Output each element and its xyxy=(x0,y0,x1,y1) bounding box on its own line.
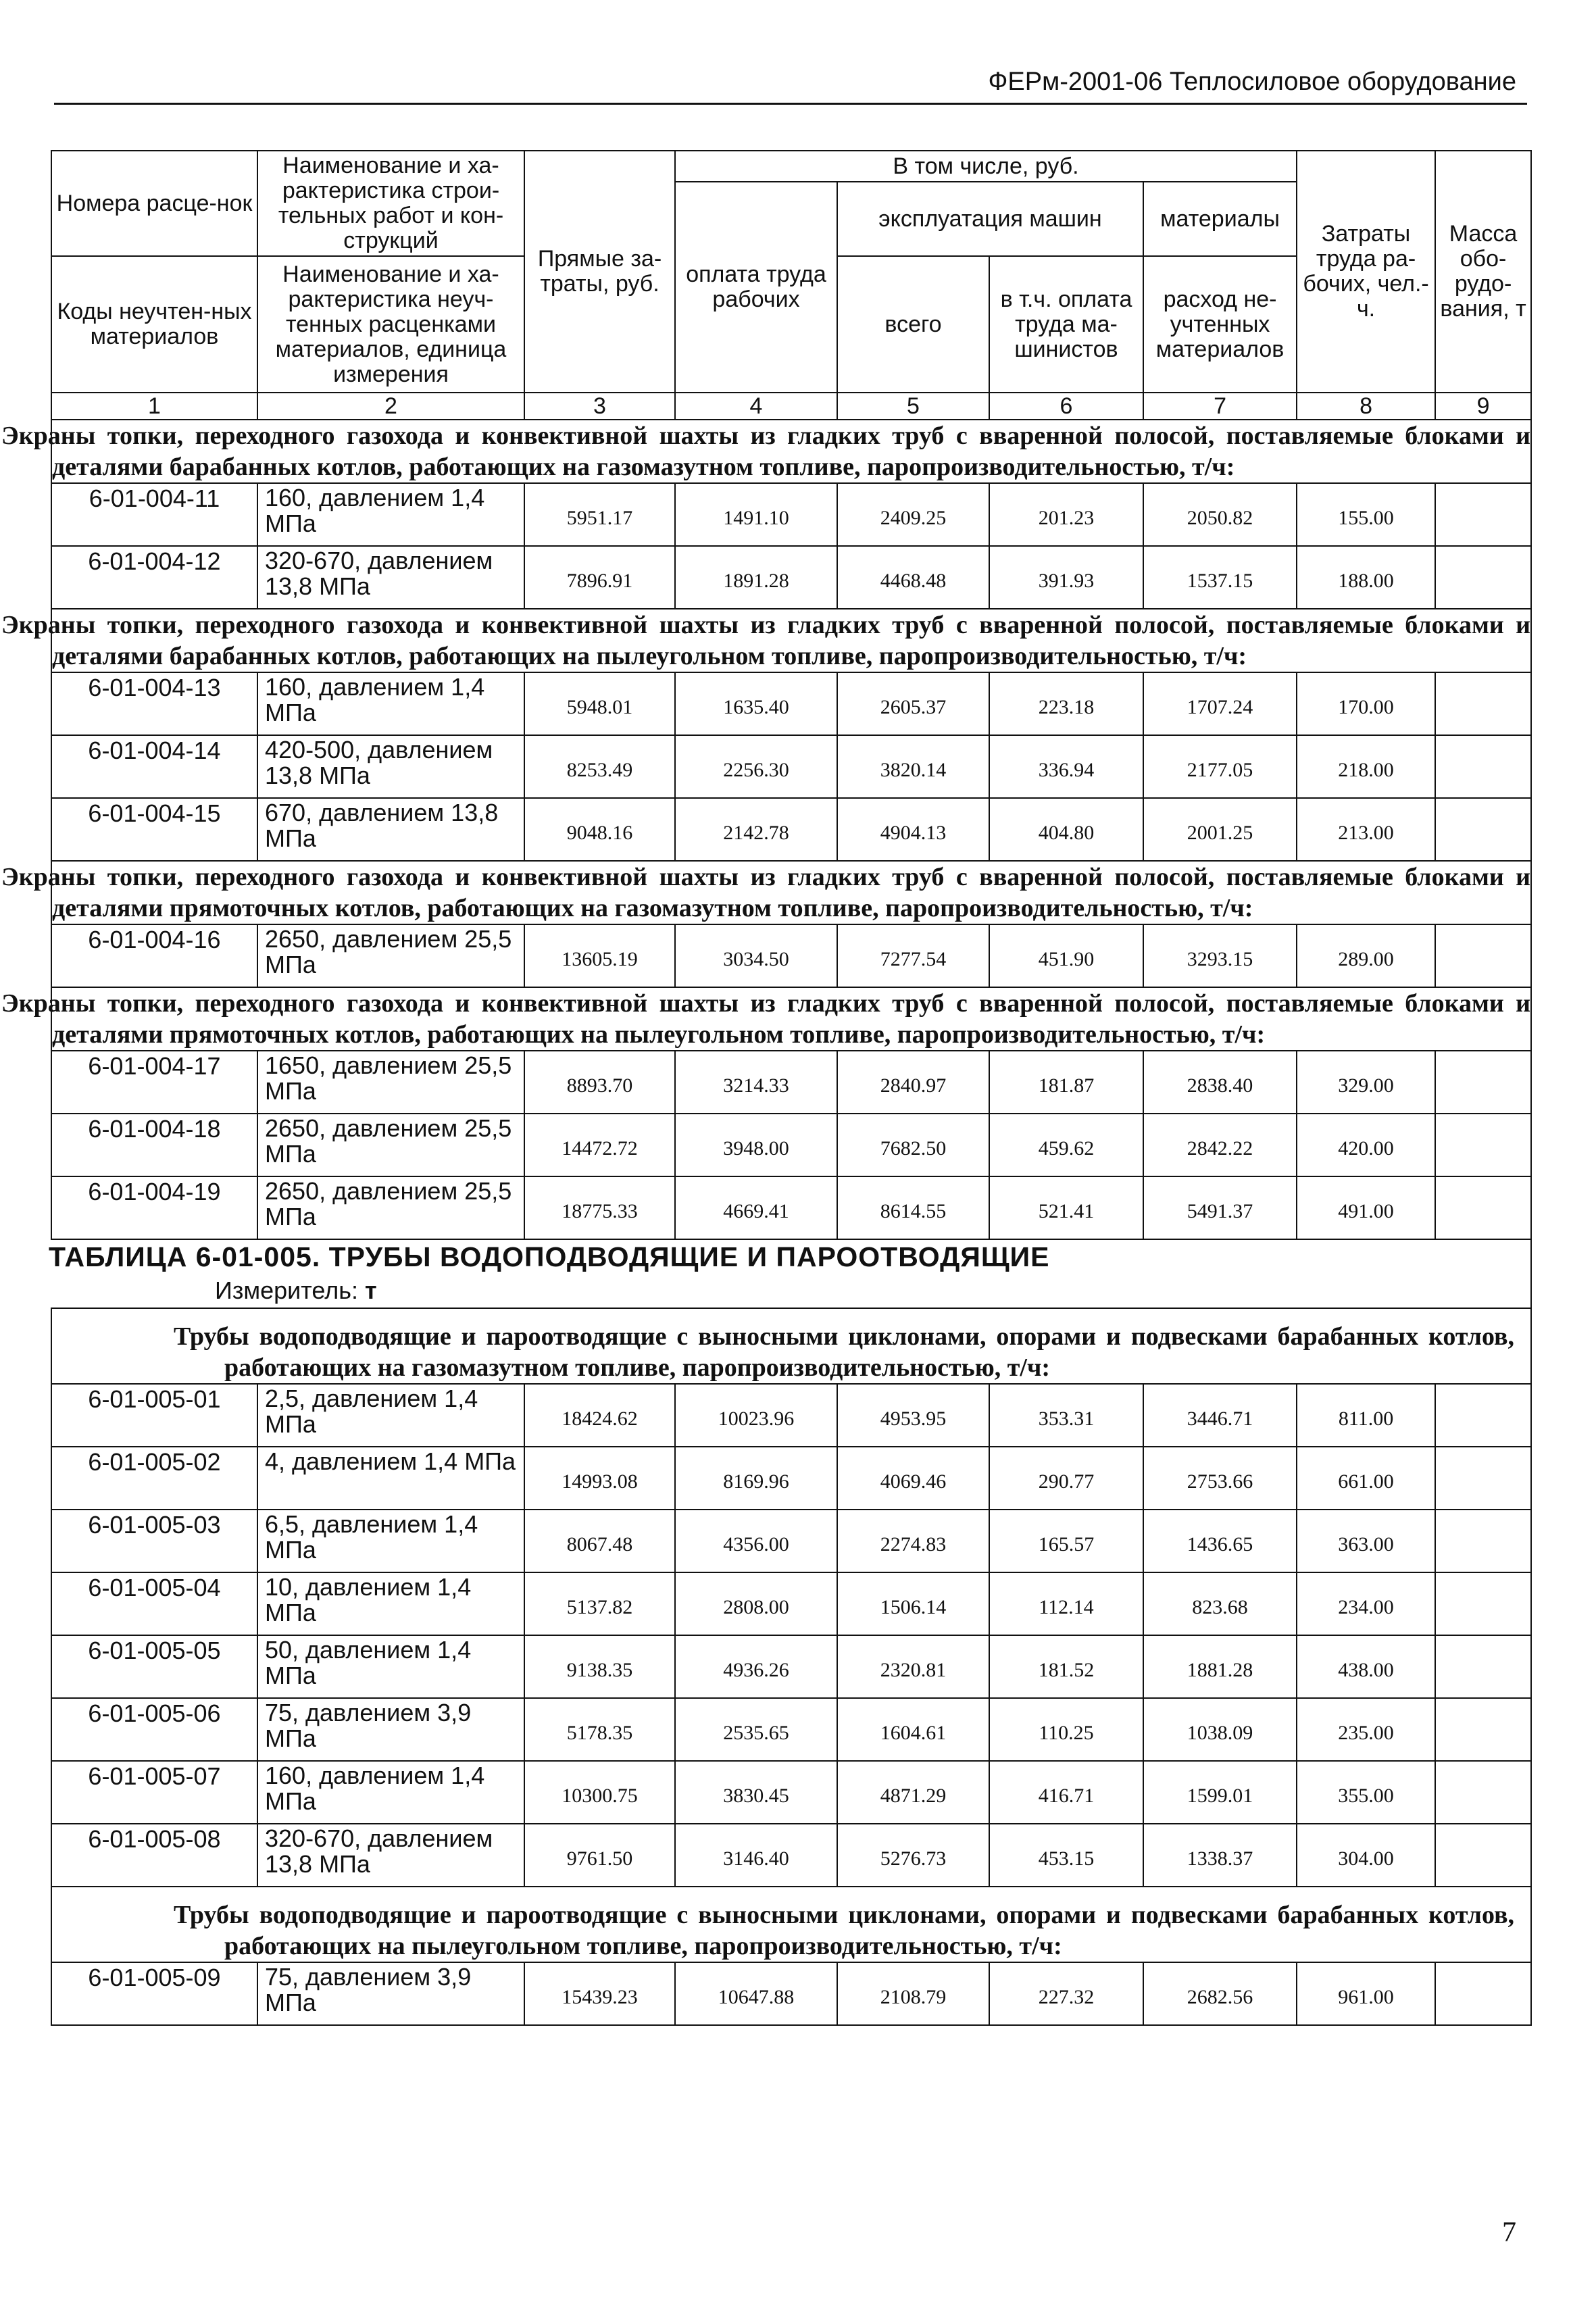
table-row xyxy=(51,1447,1531,1510)
value-direct: 5178.35 xyxy=(524,1698,675,1761)
rate-code: 6-01-004-16 xyxy=(51,924,257,987)
value-labor: 2808.00 xyxy=(675,1572,837,1635)
value-materials: 1599.01 xyxy=(1143,1761,1297,1824)
table-title-cell xyxy=(51,1239,1531,1308)
value-labor: 3214.33 xyxy=(675,1051,837,1114)
header-materials: материалы xyxy=(1143,182,1297,256)
value-direct: 5948.01 xyxy=(524,672,675,735)
rate-name: 75, давлением 3,9 МПа xyxy=(257,1698,524,1761)
value-direct: 14993.08 xyxy=(524,1447,675,1510)
table-row xyxy=(51,672,1531,735)
section-heading-row xyxy=(51,987,1531,1051)
table-title: ТАБЛИЦА 6-01-005. ТРУБЫ ВОДОПОДВОДЯЩИЕ И ПАРООТВОДЯЩИЕ xyxy=(49,1241,1050,1272)
value-machines: 2274.83 xyxy=(837,1510,989,1572)
rate-code: 6-01-005-02 xyxy=(51,1447,257,1510)
table-row xyxy=(51,1761,1531,1824)
value-materials: 1038.09 xyxy=(1143,1698,1297,1761)
header-rule xyxy=(54,103,1527,105)
column-number: 3 xyxy=(524,393,675,420)
value-machinist: 416.71 xyxy=(989,1761,1143,1824)
value-materials: 1881.28 xyxy=(1143,1635,1297,1698)
value-machines: 2840.97 xyxy=(837,1051,989,1114)
rate-name: 2650, давлением 25,5 МПа xyxy=(257,1114,524,1176)
value-materials: 1537.15 xyxy=(1143,546,1297,609)
value-labor: 10023.96 xyxy=(675,1384,837,1447)
column-number: 2 xyxy=(257,393,524,420)
table-row xyxy=(51,546,1531,609)
rate-name: 10, давлением 1,4 МПа xyxy=(257,1572,524,1635)
header-machines-total: всего xyxy=(837,256,989,393)
value-machines: 4468.48 xyxy=(837,546,989,609)
value-materials: 2842.22 xyxy=(1143,1114,1297,1176)
value-hours: 491.00 xyxy=(1297,1176,1435,1239)
value-materials: 5491.37 xyxy=(1143,1176,1297,1239)
value-machinist: 336.94 xyxy=(989,735,1143,798)
rate-code: 6-01-005-06 xyxy=(51,1698,257,1761)
rate-code: 6-01-005-03 xyxy=(51,1510,257,1572)
value-machines: 2108.79 xyxy=(837,1962,989,2025)
value-hours: 363.00 xyxy=(1297,1510,1435,1572)
value-hours: 235.00 xyxy=(1297,1698,1435,1761)
value-hours: 218.00 xyxy=(1297,735,1435,798)
value-materials: 1338.37 xyxy=(1143,1824,1297,1887)
section-heading: Экраны топки, переходного газохода и конвективной шахты из гладких труб с вваренной полосой, поставляемые блоками и деталями прямоточных котлов, работающих на газомазутном топливе, паропроизводительностью, т/ч: xyxy=(51,861,1531,924)
column-number: 1 xyxy=(51,393,257,420)
section-heading: Трубы водоподводящие и пароотводящие с выносными циклонами, опорами и подвесками барабанных котлов, работающих на газомазутном топливе, паропроизводительностью, т/ч: xyxy=(51,1308,1531,1384)
header-material-codes: Коды неучтен-ных материалов xyxy=(51,256,257,393)
rate-code: 6-01-004-15 xyxy=(51,798,257,861)
rate-name: 670, давлением 13,8 МПа xyxy=(257,798,524,861)
value-hours: 234.00 xyxy=(1297,1572,1435,1635)
value-machines: 8614.55 xyxy=(837,1176,989,1239)
value-hours: 304.00 xyxy=(1297,1824,1435,1887)
running-header: ФЕРм-2001-06 Теплосиловое оборудование xyxy=(988,68,1516,96)
value-labor: 10647.88 xyxy=(675,1962,837,2025)
rate-code: 6-01-005-09 xyxy=(51,1962,257,2025)
value-mass xyxy=(1435,1510,1531,1572)
value-mass xyxy=(1435,672,1531,735)
column-number: 4 xyxy=(675,393,837,420)
value-direct: 9048.16 xyxy=(524,798,675,861)
value-machines: 2605.37 xyxy=(837,672,989,735)
value-labor: 4669.41 xyxy=(675,1176,837,1239)
rate-name: 420-500, давлением 13,8 МПа xyxy=(257,735,524,798)
value-mass xyxy=(1435,1962,1531,2025)
value-mass xyxy=(1435,1447,1531,1510)
header-direct-costs: Прямые за-траты, руб. xyxy=(524,151,675,393)
rate-code: 6-01-004-11 xyxy=(51,483,257,546)
value-hours: 420.00 xyxy=(1297,1114,1435,1176)
value-direct: 5137.82 xyxy=(524,1572,675,1635)
value-hours: 213.00 xyxy=(1297,798,1435,861)
table-row xyxy=(51,924,1531,987)
value-machinist: 201.23 xyxy=(989,483,1143,546)
value-hours: 329.00 xyxy=(1297,1051,1435,1114)
value-direct: 9761.50 xyxy=(524,1824,675,1887)
value-labor: 2142.78 xyxy=(675,798,837,861)
rate-code: 6-01-005-07 xyxy=(51,1761,257,1824)
value-materials: 1707.24 xyxy=(1143,672,1297,735)
column-numbers-row xyxy=(51,393,1531,420)
value-machines: 5276.73 xyxy=(837,1824,989,1887)
value-labor: 2256.30 xyxy=(675,735,837,798)
column-number: 7 xyxy=(1143,393,1297,420)
value-machinist: 404.80 xyxy=(989,798,1143,861)
rate-code: 6-01-005-05 xyxy=(51,1635,257,1698)
value-direct: 8067.48 xyxy=(524,1510,675,1572)
value-direct: 5951.17 xyxy=(524,483,675,546)
value-mass xyxy=(1435,1635,1531,1698)
value-direct: 8893.70 xyxy=(524,1051,675,1114)
rate-code: 6-01-004-17 xyxy=(51,1051,257,1114)
unit-value: т xyxy=(364,1276,377,1304)
rate-name: 2650, давлением 25,5 МПа xyxy=(257,1176,524,1239)
value-machinist: 227.32 xyxy=(989,1962,1143,2025)
rate-name: 160, давлением 1,4 МПа xyxy=(257,1761,524,1824)
header-labor-pay: оплата труда рабочих xyxy=(675,182,837,393)
value-machines: 7682.50 xyxy=(837,1114,989,1176)
table-row xyxy=(51,1824,1531,1887)
value-machinist: 110.25 xyxy=(989,1698,1143,1761)
page-number: 7 xyxy=(1502,2217,1516,2248)
value-machinist: 459.62 xyxy=(989,1114,1143,1176)
value-labor: 1891.28 xyxy=(675,546,837,609)
value-direct: 18775.33 xyxy=(524,1176,675,1239)
value-labor: 8169.96 xyxy=(675,1447,837,1510)
value-labor: 1635.40 xyxy=(675,672,837,735)
value-materials: 3446.71 xyxy=(1143,1384,1297,1447)
value-mass xyxy=(1435,1572,1531,1635)
value-machinist: 181.87 xyxy=(989,1051,1143,1114)
value-labor: 3146.40 xyxy=(675,1824,837,1887)
value-machinist: 391.93 xyxy=(989,546,1143,609)
value-materials: 2001.25 xyxy=(1143,798,1297,861)
rate-name: 160, давлением 1,4 МПа xyxy=(257,483,524,546)
value-mass xyxy=(1435,924,1531,987)
rate-code: 6-01-005-08 xyxy=(51,1824,257,1887)
value-materials: 2753.66 xyxy=(1143,1447,1297,1510)
header-unaccounted-materials: расход не-учтенных материалов xyxy=(1143,256,1297,393)
value-labor: 4356.00 xyxy=(675,1510,837,1572)
value-mass xyxy=(1435,1176,1531,1239)
value-machinist: 165.57 xyxy=(989,1510,1143,1572)
value-machines: 3820.14 xyxy=(837,735,989,798)
value-mass xyxy=(1435,1384,1531,1447)
rate-code: 6-01-005-01 xyxy=(51,1384,257,1447)
column-number: 6 xyxy=(989,393,1143,420)
value-mass xyxy=(1435,1051,1531,1114)
header-rate-numbers: Номера расце-нок xyxy=(51,151,257,256)
section-heading: Экраны топки, переходного газохода и конвективной шахты из гладких труб с вваренной полосой, поставляемые блоками и деталями барабанных котлов, работающих на газомазутном топливе, паропроизводительностью, т/ч: xyxy=(51,420,1531,483)
table-row xyxy=(51,1510,1531,1572)
value-materials: 2682.56 xyxy=(1143,1962,1297,2025)
value-machines: 4069.46 xyxy=(837,1447,989,1510)
value-machinist: 521.41 xyxy=(989,1176,1143,1239)
rates-table-body xyxy=(1,151,1531,2025)
value-machinist: 181.52 xyxy=(989,1635,1143,1698)
section-heading-row xyxy=(51,1887,1531,1962)
section-heading-row xyxy=(51,1308,1531,1384)
value-labor: 1491.10 xyxy=(675,483,837,546)
value-machinist: 451.90 xyxy=(989,924,1143,987)
unit-of-measure xyxy=(215,1274,1530,1308)
value-materials: 1436.65 xyxy=(1143,1510,1297,1572)
header-mass: Масса обо-рудо-вания, т xyxy=(1435,151,1531,393)
table-row xyxy=(51,1051,1531,1114)
value-hours: 188.00 xyxy=(1297,546,1435,609)
value-machines: 4953.95 xyxy=(837,1384,989,1447)
rate-code: 6-01-004-12 xyxy=(51,546,257,609)
value-direct: 9138.35 xyxy=(524,1635,675,1698)
value-mass xyxy=(1435,483,1531,546)
value-hours: 289.00 xyxy=(1297,924,1435,987)
column-number: 8 xyxy=(1297,393,1435,420)
rate-code: 6-01-004-13 xyxy=(51,672,257,735)
value-hours: 438.00 xyxy=(1297,1635,1435,1698)
rate-code: 6-01-004-14 xyxy=(51,735,257,798)
value-labor: 3948.00 xyxy=(675,1114,837,1176)
section-heading: Трубы водоподводящие и пароотводящие с выносными циклонами, опорами и подвесками барабанных котлов, работающих на пылеугольном топливе, паропроизводительностью, т/ч: xyxy=(51,1887,1531,1962)
rate-code: 6-01-005-04 xyxy=(51,1572,257,1635)
value-machines: 7277.54 xyxy=(837,924,989,987)
value-machines: 2409.25 xyxy=(837,483,989,546)
value-direct: 8253.49 xyxy=(524,735,675,798)
table-row xyxy=(51,483,1531,546)
value-machinist: 223.18 xyxy=(989,672,1143,735)
value-labor: 2535.65 xyxy=(675,1698,837,1761)
value-hours: 155.00 xyxy=(1297,483,1435,546)
header-including: В том числе, руб. xyxy=(675,151,1297,182)
header-work-name: Наименование и ха-рактеристика строи-тельных работ и кон-струкций xyxy=(257,151,524,256)
section-heading-row xyxy=(51,861,1531,924)
value-direct: 15439.23 xyxy=(524,1962,675,2025)
value-materials: 2050.82 xyxy=(1143,483,1297,546)
value-mass xyxy=(1435,1824,1531,1887)
value-hours: 661.00 xyxy=(1297,1447,1435,1510)
rates-table xyxy=(1,150,1532,2026)
value-mass xyxy=(1435,798,1531,861)
rate-name: 160, давлением 1,4 МПа xyxy=(257,672,524,735)
value-mass xyxy=(1435,735,1531,798)
value-direct: 7896.91 xyxy=(524,546,675,609)
rate-name: 1650, давлением 25,5 МПа xyxy=(257,1051,524,1114)
rate-name: 320-670, давлением 13,8 МПа xyxy=(257,546,524,609)
section-heading: Экраны топки, переходного газохода и конвективной шахты из гладких труб с вваренной полосой, поставляемые блоками и деталями прямоточных котлов, работающих на пылеугольном топливе, паропроизводительностью, т/ч: xyxy=(51,987,1531,1051)
rate-name: 4, давлением 1,4 МПа xyxy=(257,1447,524,1510)
column-number: 9 xyxy=(1435,393,1531,420)
unit-label: Измеритель: xyxy=(215,1276,358,1304)
value-machines: 4871.29 xyxy=(837,1761,989,1824)
column-number: 5 xyxy=(837,393,989,420)
rate-name: 2650, давлением 25,5 МПа xyxy=(257,924,524,987)
table-row xyxy=(51,1384,1531,1447)
header-labor-hours: Затраты труда ра-бочих, чел.-ч. xyxy=(1297,151,1435,393)
value-hours: 961.00 xyxy=(1297,1962,1435,2025)
value-hours: 811.00 xyxy=(1297,1384,1435,1447)
value-direct: 10300.75 xyxy=(524,1761,675,1824)
value-mass xyxy=(1435,1114,1531,1176)
header-material-name: Наименование и ха-рактеристика неуч-тенных расценками материалов, единица измерения xyxy=(257,256,524,393)
rate-name: 2,5, давлением 1,4 МПа xyxy=(257,1384,524,1447)
value-direct: 14472.72 xyxy=(524,1114,675,1176)
value-machines: 4904.13 xyxy=(837,798,989,861)
value-machines: 1506.14 xyxy=(837,1572,989,1635)
table-row xyxy=(51,1635,1531,1698)
value-labor: 3034.50 xyxy=(675,924,837,987)
table-row xyxy=(51,735,1531,798)
value-mass xyxy=(1435,546,1531,609)
value-machinist: 353.31 xyxy=(989,1384,1143,1447)
value-materials: 3293.15 xyxy=(1143,924,1297,987)
rate-code: 6-01-004-18 xyxy=(51,1114,257,1176)
value-machines: 2320.81 xyxy=(837,1635,989,1698)
value-hours: 355.00 xyxy=(1297,1761,1435,1824)
value-machinist: 290.77 xyxy=(989,1447,1143,1510)
section-heading-row xyxy=(51,420,1531,483)
value-labor: 3830.45 xyxy=(675,1761,837,1824)
value-hours: 170.00 xyxy=(1297,672,1435,735)
section-heading-row xyxy=(51,609,1531,672)
value-machinist: 112.14 xyxy=(989,1572,1143,1635)
value-materials: 2838.40 xyxy=(1143,1051,1297,1114)
table-row xyxy=(51,798,1531,861)
table-title-row xyxy=(51,1239,1531,1308)
value-mass xyxy=(1435,1698,1531,1761)
value-direct: 13605.19 xyxy=(524,924,675,987)
table-row xyxy=(51,1176,1531,1239)
rate-name: 75, давлением 3,9 МПа xyxy=(257,1962,524,2025)
value-mass xyxy=(1435,1761,1531,1824)
value-direct: 18424.62 xyxy=(524,1384,675,1447)
table-row xyxy=(51,1572,1531,1635)
value-labor: 4936.26 xyxy=(675,1635,837,1698)
section-heading: Экраны топки, переходного газохода и конвективной шахты из гладких труб с вваренной полосой, поставляемые блоками и деталями барабанных котлов, работающих на пылеугольном топливе, паропроизводительностью, т/ч: xyxy=(51,609,1531,672)
rate-name: 320-670, давлением 13,8 МПа xyxy=(257,1824,524,1887)
header-machinist-pay: в т.ч. оплата труда ма-шинистов xyxy=(989,256,1143,393)
header-machine-operation: эксплуатация машин xyxy=(837,182,1143,256)
value-materials: 823.68 xyxy=(1143,1572,1297,1635)
table-row xyxy=(51,1114,1531,1176)
rate-code: 6-01-004-19 xyxy=(51,1176,257,1239)
value-machines: 1604.61 xyxy=(837,1698,989,1761)
table-row xyxy=(51,1698,1531,1761)
table-row xyxy=(51,1962,1531,2025)
rate-name: 50, давлением 1,4 МПа xyxy=(257,1635,524,1698)
value-machinist: 453.15 xyxy=(989,1824,1143,1887)
value-materials: 2177.05 xyxy=(1143,735,1297,798)
rate-name: 6,5, давлением 1,4 МПа xyxy=(257,1510,524,1572)
